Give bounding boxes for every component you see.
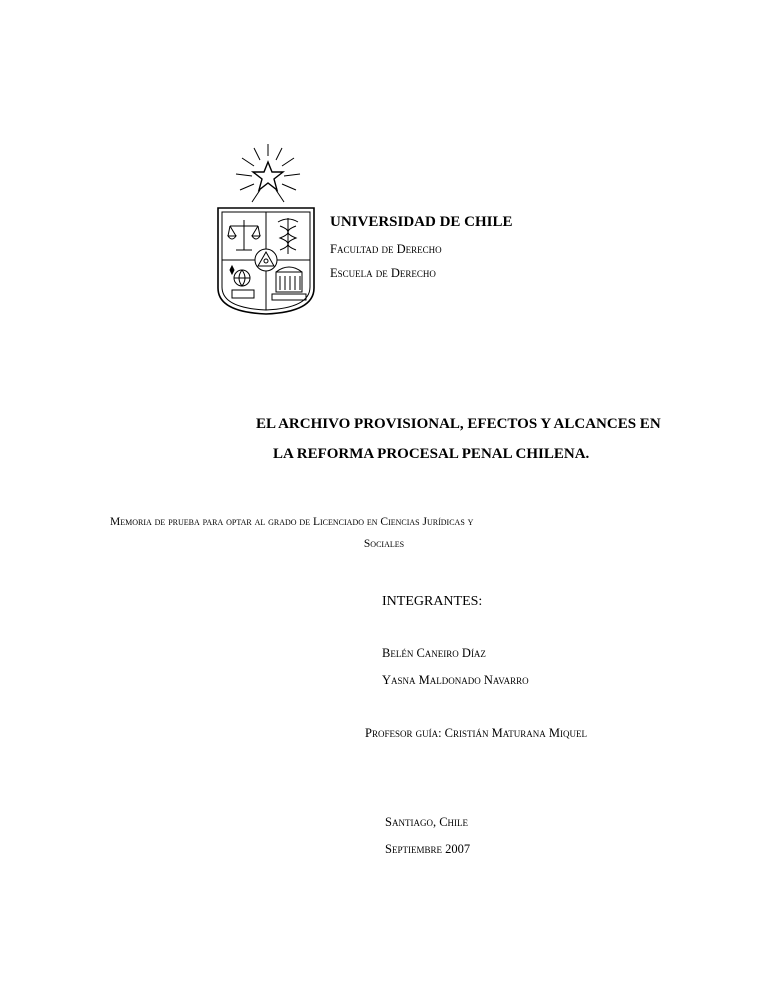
thesis-title-line-1: EL ARCHIVO PROVISIONAL, EFECTOS Y ALCANCES EN	[256, 416, 661, 432]
faculty-name: Facultad de Derecho	[330, 242, 442, 256]
member-name: Yasna Maldonado Navarro	[382, 673, 529, 687]
university-crest-icon	[214, 142, 318, 316]
city-line: Santiago, Chile	[385, 815, 469, 829]
date-line: Septiembre 2007	[385, 842, 471, 856]
integrantes-label: INTEGRANTES:	[382, 594, 483, 609]
memoria-line-1: Memoria de prueba para optar al grado de Licenciado en Ciencias Jurídicas y	[110, 516, 474, 528]
thesis-title-line-2: LA REFORMA PROCESAL PENAL CHILENA.	[273, 446, 590, 462]
memoria-line-2: Sociales	[363, 538, 405, 550]
university-name: UNIVERSIDAD DE CHILE	[330, 214, 513, 230]
school-name: Escuela de Derecho	[330, 266, 436, 280]
profesor-guia: Profesor guía: Cristián Maturana Miquel	[365, 726, 587, 740]
member-name: Belén Caneiro Díaz	[382, 646, 486, 660]
